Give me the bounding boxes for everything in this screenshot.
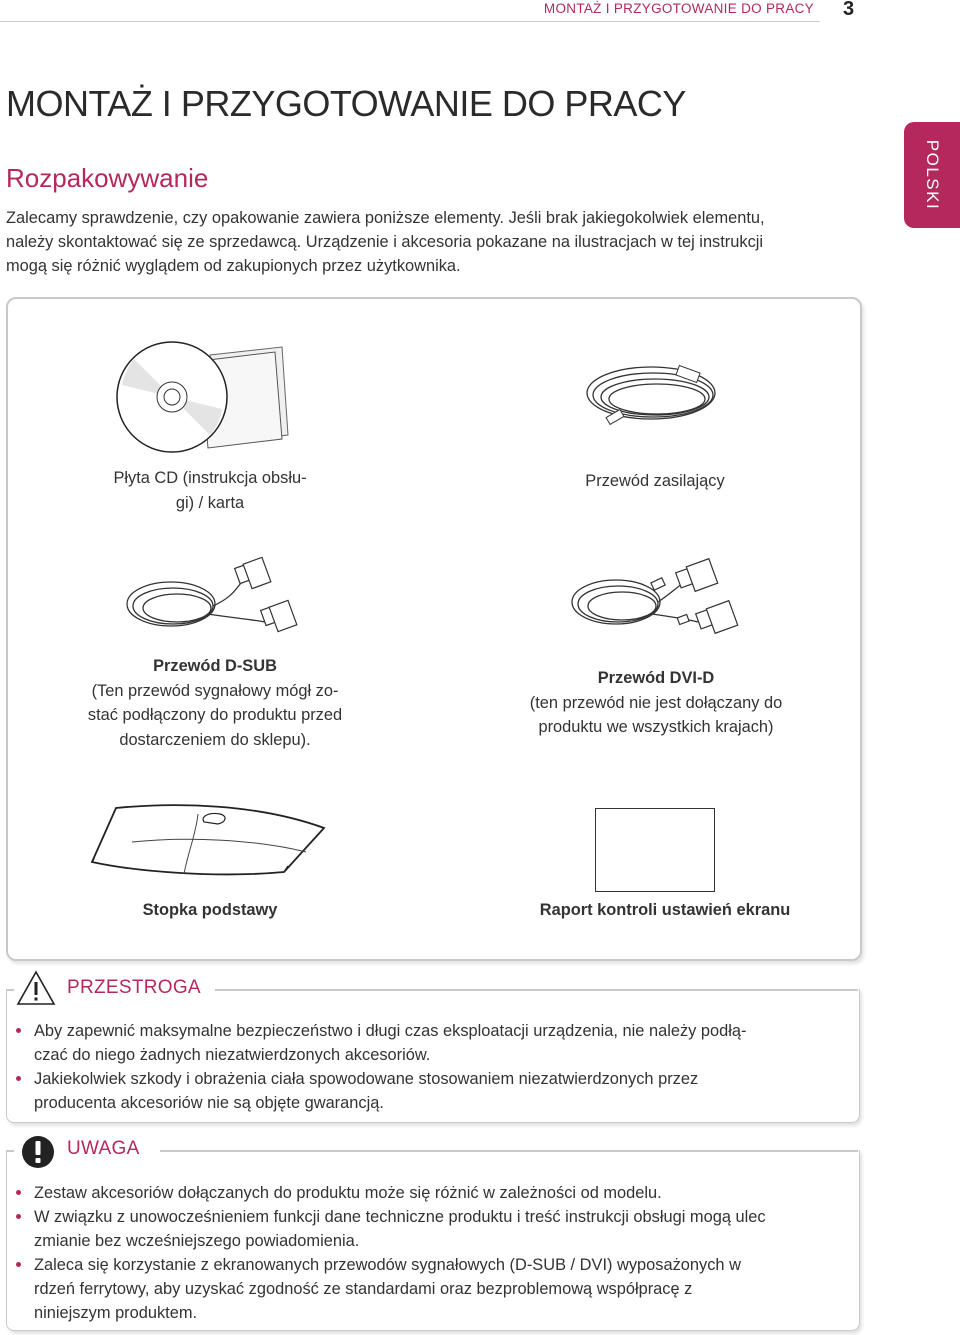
caution-line: Jakiekolwiek szkody i obrażenia ciała spowodowane stosowaniem niezatwierdzonych przez <box>34 1070 699 1088</box>
caption-line: (ten przewód nie jest dołączany do <box>529 693 783 712</box>
caption-line: Raport kontroli ustawień ekranu <box>539 901 791 919</box>
caption-line: produktu we wszystkich krajach) <box>538 718 774 736</box>
note-line: niniejszym produktem. <box>34 1304 198 1322</box>
caption-title <box>500 666 812 691</box>
note-line: W związku z unowocześnieniem funkcji dane techniczne produktu i treść instrukcji obsługi mogą ulec <box>34 1208 766 1226</box>
item-cd-caption <box>55 466 365 515</box>
note-line: rdzeń ferrytowy, aby uzyskać zgodność ze standardami oraz bezproblemową współpracę z <box>34 1280 693 1298</box>
item-stand-caption <box>55 898 365 923</box>
caption-line: dostarczeniem do sklepu). <box>119 730 311 749</box>
caption-title-text: Przewód D-SUB <box>153 657 277 675</box>
power-cord-illustration <box>585 355 725 440</box>
cd-card-illustration <box>110 335 310 455</box>
intro-line: Zalecamy sprawdzenie, czy opakowanie zawiera poniższe elementy. Jeśli brak jakiegokolwiek elementu, <box>6 209 765 227</box>
item-power-caption <box>500 469 810 494</box>
caption-title-text: Przewód DVI-D <box>597 669 715 687</box>
intro-paragraph <box>6 206 866 278</box>
note-line: Zaleca się korzystanie z ekranowanych przewodów sygnałowych (D-SUB / DVI) wyposażonych w <box>34 1256 741 1274</box>
caption-line: Płyta CD (instrukcja obsłu- <box>113 469 307 487</box>
note-item <box>14 1205 766 1253</box>
note-line: Zestaw akcesoriów dołączanych do produktu może się różnić w zależności od modelu. <box>34 1184 662 1202</box>
running-title: MONTAŻ I PRZYGOTOWANIE DO PRACY <box>543 1 814 16</box>
intro-line: mogą się różnić wyglądem od zakupionych przez użytkownika. <box>6 257 461 275</box>
intro-line: należy skontaktować się ze sprzedawcą. Urządzenie i akcesoria pokazane na ilustracjach w tej instrukcji <box>6 233 764 251</box>
dsub-cable-illustration <box>125 556 310 638</box>
caption-title <box>55 654 375 679</box>
page-title: MONTAŻ I PRZYGOTOWANIE DO PRACY <box>6 83 686 124</box>
caption-line: (Ten przewód sygnałowy mógł zo- <box>91 681 339 700</box>
note-item <box>14 1181 766 1205</box>
note-title: UWAGA <box>67 1138 140 1159</box>
caution-item <box>14 1067 746 1115</box>
caption-line: stać podłączony do produktu przed <box>87 706 343 724</box>
header-rule <box>0 21 820 22</box>
language-tab-label: POLSKI <box>923 139 943 211</box>
report-illustration <box>595 808 715 892</box>
caution-line: producenta akcesoriów nie są objęte gwarancją. <box>34 1094 384 1112</box>
section-title: Rozpakowywanie <box>6 163 209 193</box>
caption-line: Przewód zasilający <box>585 472 725 490</box>
item-dvi-caption <box>500 666 812 740</box>
caution-line: czać do niego żadnych niezatwierdzonych akcesoriów. <box>34 1046 431 1064</box>
caution-list <box>14 1019 746 1115</box>
dvi-cable-illustration <box>570 556 760 638</box>
caution-title: PRZESTROGA <box>67 977 201 998</box>
stand-base-illustration <box>88 800 333 880</box>
language-tab <box>904 122 960 228</box>
note-item <box>14 1253 766 1325</box>
caption-line: gi) / karta <box>175 493 245 512</box>
note-list <box>14 1181 766 1325</box>
caption-line: Stopka podstawy <box>142 901 278 919</box>
item-report-caption <box>495 898 835 923</box>
note-line: zmianie bez wcześniejszego powiadomienia. <box>34 1232 360 1250</box>
item-dsub-caption <box>55 654 375 752</box>
caution-line: Aby zapewnić maksymalne bezpieczeństwo i długi czas eksploatacji urządzenia, nie należy podłą- <box>34 1022 747 1040</box>
page-number: 3 <box>843 0 855 20</box>
caution-item <box>14 1019 746 1067</box>
